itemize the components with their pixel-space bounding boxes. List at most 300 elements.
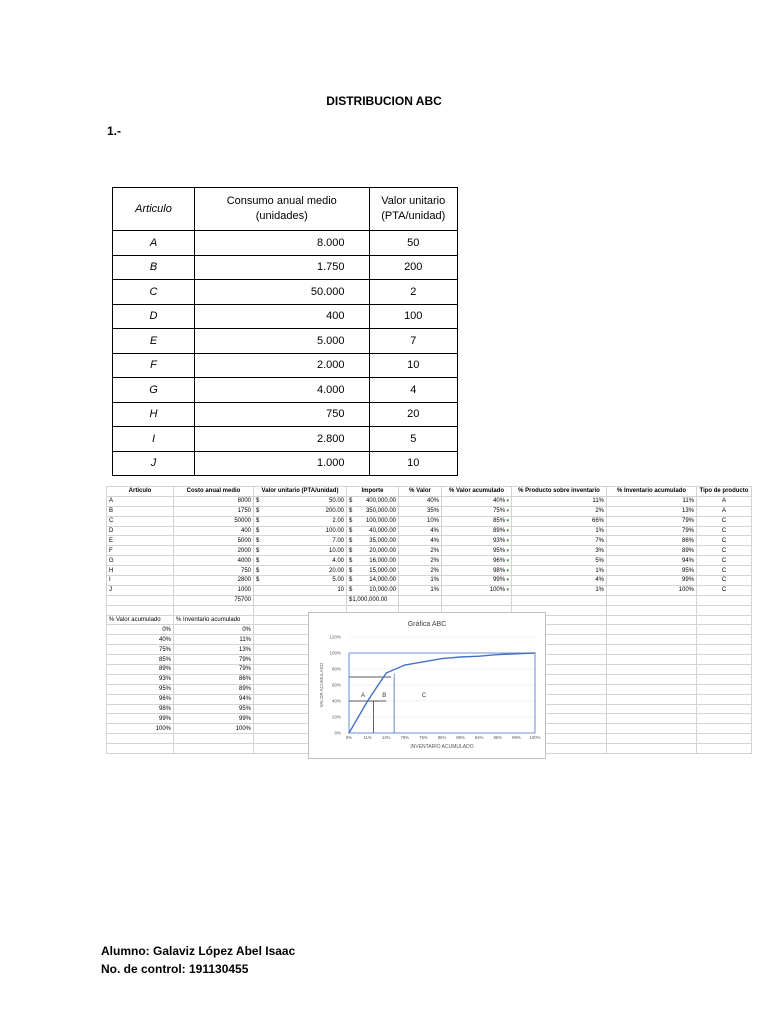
empty-cell <box>607 615 697 625</box>
cell-value: 14,000.00 <box>369 577 396 584</box>
empty-cell <box>697 655 752 665</box>
cell-text: 1750 <box>237 508 251 515</box>
cell-text: 94% <box>238 696 251 703</box>
pct-valor-acum-cell <box>442 566 512 576</box>
currency-symbol: $ <box>349 587 353 594</box>
cell-text: 100% <box>489 587 506 594</box>
pct-producto-cell <box>512 506 607 516</box>
cum-valor-cell <box>107 694 174 704</box>
pct-valor-cell <box>399 496 442 506</box>
cell-value: 15,000.00 <box>369 567 396 574</box>
empty-cell <box>399 595 442 605</box>
valor-cell: 4 <box>369 378 458 403</box>
x-tick-label: 79% <box>400 735 410 740</box>
consumo-cell: 50.000 <box>195 280 369 305</box>
cell-text: Tipo de producto <box>699 488 749 495</box>
costo-cell <box>174 566 254 576</box>
cell-text: I <box>109 577 111 584</box>
pct-valor-cell <box>399 566 442 576</box>
sheet-header-cell <box>107 487 174 497</box>
header-valor-unitario: Valor unitario (PTA/unidad) <box>369 188 458 231</box>
currency-symbol: $ <box>256 498 260 505</box>
articulo-cell: A <box>113 231 195 256</box>
cell-text: 35% <box>426 508 439 515</box>
empty-cell <box>607 744 697 754</box>
articulo-cell: B <box>113 255 195 280</box>
cell-text: C <box>721 567 727 574</box>
pct-valor-acum-cell <box>442 546 512 556</box>
cell-text: % Producto sobre inventario <box>518 488 600 495</box>
data-point <box>497 654 498 655</box>
cum-valor-cell <box>107 655 174 665</box>
consumo-cell: 2.800 <box>195 427 369 452</box>
sheet-header-cell <box>607 487 697 497</box>
cell-text: % Inventario acumulado <box>616 488 686 495</box>
cell-value: 100.00 <box>325 528 344 534</box>
data-point <box>386 672 387 673</box>
abc-chart <box>308 612 546 759</box>
pct-inventario-acum-cell <box>607 546 697 556</box>
cell-text: 95% <box>681 567 694 574</box>
pct-valor-cell <box>399 526 442 536</box>
cell-text: 8000 <box>237 498 251 505</box>
cell-text: 2800 <box>237 577 251 584</box>
cum-valor-cell <box>107 645 174 655</box>
empty-cell <box>607 674 697 684</box>
cum-inventario-cell <box>174 684 254 694</box>
tipo-cell <box>697 536 752 546</box>
pct-valor-cell <box>399 546 442 556</box>
consumo-cell: 400 <box>195 304 369 329</box>
cell-text: 11% <box>239 636 251 643</box>
articulo-cell <box>107 556 174 566</box>
cell-text: F <box>109 547 113 554</box>
table-row <box>107 496 752 506</box>
y-tick-label: 40% <box>331 698 341 704</box>
x-tick-label: 13% <box>381 735 391 740</box>
currency-symbol: $ <box>256 547 260 554</box>
empty-cell <box>697 684 752 694</box>
x-tick-label: 100% <box>529 735 541 740</box>
empty-cell <box>607 694 697 704</box>
pct-producto-cell <box>512 556 607 566</box>
currency-symbol: $ <box>349 537 353 544</box>
x-tick-label: 0% <box>345 735 353 740</box>
pct-producto-cell <box>512 496 607 506</box>
empty-cell <box>697 744 752 754</box>
cell-value: 50.00 <box>328 498 344 505</box>
empty-cell <box>697 665 752 675</box>
cum-inventario-cell <box>174 665 254 675</box>
currency-symbol: $ <box>349 577 353 584</box>
valor-unitario-cell <box>254 526 347 536</box>
articulo-cell <box>107 585 174 595</box>
x-tick-label: 79% <box>419 735 428 740</box>
cell-value: 350,000.00 <box>365 508 396 515</box>
table-row <box>107 585 752 595</box>
cell-text: H <box>109 567 114 574</box>
cell-text: 95% <box>238 706 251 713</box>
costo-cell <box>174 576 254 586</box>
cell-text: 95% <box>493 547 506 554</box>
pct-valor-cell <box>399 506 442 516</box>
error-indicator-icon: ▾ <box>505 498 509 505</box>
cell-text: G <box>109 557 114 564</box>
cell-text: A <box>721 508 726 515</box>
cell-text: 50000 <box>234 518 251 525</box>
valor-cell: 5 <box>369 427 458 452</box>
currency-symbol: $ <box>349 557 353 564</box>
data-point <box>404 664 405 665</box>
cell-value: 400,000.00 <box>365 498 396 505</box>
pct-valor-acum-cell <box>442 576 512 586</box>
cell-text: 13% <box>238 646 251 653</box>
articulo-cell: H <box>113 402 195 427</box>
cell-text: 79% <box>238 656 251 663</box>
consumo-cell: 750 <box>195 402 369 427</box>
cum-inventario-cell <box>174 655 254 665</box>
importe-cell <box>347 506 399 516</box>
cell-text: 4% <box>430 528 439 534</box>
cell-text: 40% <box>426 498 439 505</box>
consumo-cell: 8.000 <box>195 231 369 256</box>
data-point <box>516 653 517 654</box>
cell-text: 1% <box>430 577 439 584</box>
cell-text: 1% <box>430 587 439 594</box>
empty-cell <box>607 595 697 605</box>
tipo-cell <box>697 506 752 516</box>
cum-valor-cell <box>107 625 174 635</box>
pct-valor-acum-cell <box>442 585 512 595</box>
cum-valor-cell <box>107 674 174 684</box>
cell-text: 75700 <box>234 597 251 604</box>
pct-inventario-acum-cell <box>607 516 697 526</box>
costo-cell <box>174 526 254 536</box>
cell-text: 86% <box>238 676 251 683</box>
currency-symbol: $ <box>349 567 353 574</box>
tipo-cell <box>697 576 752 586</box>
cell-text: % Valor acumulado <box>109 617 161 624</box>
cell-text: 1% <box>595 587 604 594</box>
cell-text: 89% <box>158 666 171 673</box>
valor-unitario-cell <box>254 516 347 526</box>
importe-cell <box>347 546 399 556</box>
valor-cell: 10 <box>369 353 458 378</box>
table-row <box>107 546 752 556</box>
empty-cell <box>442 595 512 605</box>
valor-cell: 10 <box>369 451 458 476</box>
costo-cell <box>174 556 254 566</box>
cell-value: 20.00 <box>328 567 344 574</box>
pct-inventario-acum-cell <box>607 536 697 546</box>
valor-unitario-cell <box>254 506 347 516</box>
cell-text: 86% <box>681 537 694 544</box>
cell-text: 40% <box>493 498 506 505</box>
error-indicator-icon: ▾ <box>505 528 509 534</box>
x-tick-label: 95% <box>493 735 503 740</box>
error-indicator-icon: ▾ <box>505 537 509 544</box>
cell-value: 35,000.00 <box>369 537 396 544</box>
empty-cell <box>697 645 752 655</box>
pct-valor-acum-cell <box>442 506 512 516</box>
x-tick-label: 89% <box>456 735 465 740</box>
series-line <box>349 653 535 733</box>
currency-symbol: $ <box>349 508 353 515</box>
cum-valor-cell <box>107 684 174 694</box>
cum-inventario-cell <box>174 674 254 684</box>
costo-cell <box>174 506 254 516</box>
articulo-cell: J <box>113 451 195 476</box>
consumo-cell: 2.000 <box>195 353 369 378</box>
valor-cell: 200 <box>369 255 458 280</box>
error-indicator-icon: ▾ <box>505 577 509 584</box>
empty-cell <box>107 605 174 615</box>
table-row <box>107 536 752 546</box>
cell-text: 1% <box>595 528 604 534</box>
cell-text: % Valor acumulado <box>448 488 505 495</box>
cell-value: 200.00 <box>325 508 344 515</box>
empty-cell <box>607 605 697 615</box>
tipo-cell <box>697 556 752 566</box>
importe-cell <box>347 556 399 566</box>
cell-value: 20,000.00 <box>369 547 396 554</box>
cell-text: J <box>109 587 112 594</box>
importe-cell <box>347 585 399 595</box>
importe-cell <box>347 576 399 586</box>
articulo-cell <box>107 576 174 586</box>
cell-text: 99% <box>681 577 694 584</box>
pct-producto-cell <box>512 546 607 556</box>
consumo-cell: 5.000 <box>195 329 369 354</box>
cell-text: 99% <box>158 715 171 722</box>
valor-unitario-cell <box>254 496 347 506</box>
empty-cell <box>254 595 347 605</box>
table-row <box>107 576 752 586</box>
cell-text: 400 <box>240 528 251 534</box>
table-row <box>107 526 752 536</box>
cum-inventario-cell <box>174 694 254 704</box>
error-indicator-icon: ▾ <box>505 547 509 554</box>
empty-cell <box>607 635 697 645</box>
cell-text: C <box>721 557 727 564</box>
tipo-cell <box>697 546 752 556</box>
pct-valor-acum-cell <box>442 526 512 536</box>
x-tick-label: 86% <box>437 735 447 740</box>
header-consumo: Consumo anual medio (unidades) <box>195 188 369 231</box>
valor-cell: 50 <box>369 231 458 256</box>
cell-value: 100,000.00 <box>365 518 396 525</box>
empty-cell <box>607 724 697 734</box>
pct-inventario-acum-cell <box>607 585 697 595</box>
consumo-cell: 1.000 <box>195 451 369 476</box>
pct-valor-cell <box>399 536 442 546</box>
cell-text: 5% <box>595 557 604 564</box>
pct-inventario-acum-cell <box>607 506 697 516</box>
pct-inventario-acum-cell <box>607 576 697 586</box>
cell-text: 94% <box>681 557 694 564</box>
articulo-cell: C <box>113 280 195 305</box>
cum-inventario-cell <box>174 625 254 635</box>
currency-symbol: $ <box>349 528 353 534</box>
cell-text: 100% <box>235 725 251 732</box>
articulo-cell <box>107 526 174 536</box>
cell-text: 2% <box>595 508 604 515</box>
cell-text: C <box>721 518 727 525</box>
table-row <box>113 451 458 476</box>
valor-unitario-cell <box>254 556 347 566</box>
sheet-header-cell <box>512 487 607 497</box>
y-tick-label: 0% <box>334 730 341 736</box>
data-point <box>534 652 535 653</box>
pct-producto-cell <box>512 566 607 576</box>
empty-cell <box>697 595 752 605</box>
cell-text: 1% <box>595 567 604 574</box>
pct-inventario-acum-cell <box>607 566 697 576</box>
pct-valor-cell <box>399 585 442 595</box>
empty-cell <box>697 704 752 714</box>
importe-cell <box>347 536 399 546</box>
pct-producto-cell <box>512 576 607 586</box>
table-row <box>113 255 458 280</box>
cell-text: 4% <box>595 577 604 584</box>
cum-valor-cell <box>107 704 174 714</box>
empty-cell <box>174 734 254 744</box>
cell-text: 89% <box>493 528 506 534</box>
currency-symbol: $ <box>349 518 353 525</box>
cell-text: B <box>109 508 114 515</box>
cell-text: 40% <box>158 636 171 643</box>
x-axis-label: INVENTARIO ACUMULADO <box>410 744 474 750</box>
empty-cell <box>107 595 174 605</box>
cell-text: 0% <box>162 626 171 633</box>
cell-text: 4% <box>430 537 439 544</box>
cell-text: 2% <box>430 557 439 564</box>
currency-symbol: $ <box>256 528 260 534</box>
table-row <box>113 353 458 378</box>
cell-text: 85% <box>158 656 171 663</box>
cell-text: C <box>109 518 114 525</box>
empty-cell <box>697 734 752 744</box>
table-row <box>107 556 752 566</box>
data-point <box>441 658 442 659</box>
error-indicator-icon: ▾ <box>505 587 509 594</box>
cell-value: 16,000.00 <box>369 557 396 564</box>
cell-text: 98% <box>493 567 506 574</box>
x-tick-label: 94% <box>474 735 484 740</box>
cell-text: C <box>721 528 727 534</box>
pct-producto-cell <box>512 585 607 595</box>
cell-text: 2000 <box>237 547 251 554</box>
cell-text: % Valor <box>409 488 431 495</box>
pct-valor-cell <box>399 516 442 526</box>
empty-cell <box>607 655 697 665</box>
tipo-cell <box>697 585 752 595</box>
page-title: DISTRIBUCION ABC <box>326 94 442 108</box>
data-point <box>367 700 368 701</box>
x-tick-label: 11% <box>363 735 372 740</box>
totals-row <box>107 595 752 605</box>
importe-cell <box>347 566 399 576</box>
section-number: 1.- <box>107 124 122 138</box>
empty-cell <box>697 635 752 645</box>
articulo-cell <box>107 506 174 516</box>
control-number: No. de control: 191130455 <box>101 962 249 976</box>
cum-inventario-cell <box>174 714 254 724</box>
currency-symbol: $ <box>256 577 260 584</box>
y-tick-label: 100% <box>329 650 341 656</box>
cell-value: 5.00 <box>332 577 344 584</box>
cum-valor-cell <box>107 724 174 734</box>
y-axis-label: VALOR ACUMULADO <box>319 662 324 708</box>
cell-text: 7% <box>595 537 604 544</box>
valor-unitario-cell <box>254 576 347 586</box>
cum-valor-cell <box>107 635 174 645</box>
error-indicator-icon: ▾ <box>505 567 509 574</box>
cell-text: A <box>721 498 726 505</box>
empty-cell <box>697 724 752 734</box>
empty-cell <box>107 734 174 744</box>
cell-text: 79% <box>238 666 251 673</box>
cell-text: 0% <box>242 626 251 633</box>
cell-text: 100% <box>155 725 171 732</box>
cell-text: 10% <box>426 518 439 525</box>
importe-cell <box>347 516 399 526</box>
table-row <box>113 329 458 354</box>
empty-cell <box>607 625 697 635</box>
table-row <box>113 402 458 427</box>
cell-text: 89% <box>681 547 694 554</box>
empty-cell <box>607 714 697 724</box>
pct-valor-acum-cell <box>442 556 512 566</box>
cell-text: 4000 <box>237 557 251 564</box>
costo-cell <box>174 496 254 506</box>
data-point <box>460 656 461 657</box>
importe-cell <box>347 526 399 536</box>
tipo-cell <box>697 496 752 506</box>
pct-inventario-acum-cell <box>607 496 697 506</box>
articulo-cell <box>107 536 174 546</box>
empty-cell <box>697 625 752 635</box>
valor-unitario-cell <box>254 536 347 546</box>
articulo-cell <box>107 566 174 576</box>
cell-text: D <box>109 528 114 534</box>
cell-text: E <box>109 537 114 544</box>
cell-value: 40,000.00 <box>369 528 396 534</box>
empty-cell <box>607 734 697 744</box>
cell-text: C <box>721 537 727 544</box>
cell-value: 10.00 <box>328 547 344 554</box>
student-name: Alumno: Galaviz López Abel Isaac <box>101 944 296 958</box>
zone-label-a: A <box>360 693 366 699</box>
sheet-header-cell <box>442 487 512 497</box>
cell-text: 75% <box>493 508 506 515</box>
cum-inventario-cell <box>174 635 254 645</box>
cell-text: 75% <box>158 646 171 653</box>
cell-text: 2% <box>430 567 439 574</box>
cell-text: 1000 <box>237 587 251 594</box>
empty-cell <box>697 615 752 625</box>
tipo-cell <box>697 566 752 576</box>
y-tick-label: 80% <box>331 666 341 672</box>
cell-text: Importe <box>361 488 384 495</box>
cum-header-cell <box>107 615 174 625</box>
pct-producto-cell <box>512 516 607 526</box>
cell-text: $1,000,000.00 <box>349 597 388 604</box>
cell-text: 93% <box>158 676 171 683</box>
pct-valor-acum-cell <box>442 516 512 526</box>
data-point <box>479 656 480 657</box>
cell-text: C <box>721 587 727 594</box>
